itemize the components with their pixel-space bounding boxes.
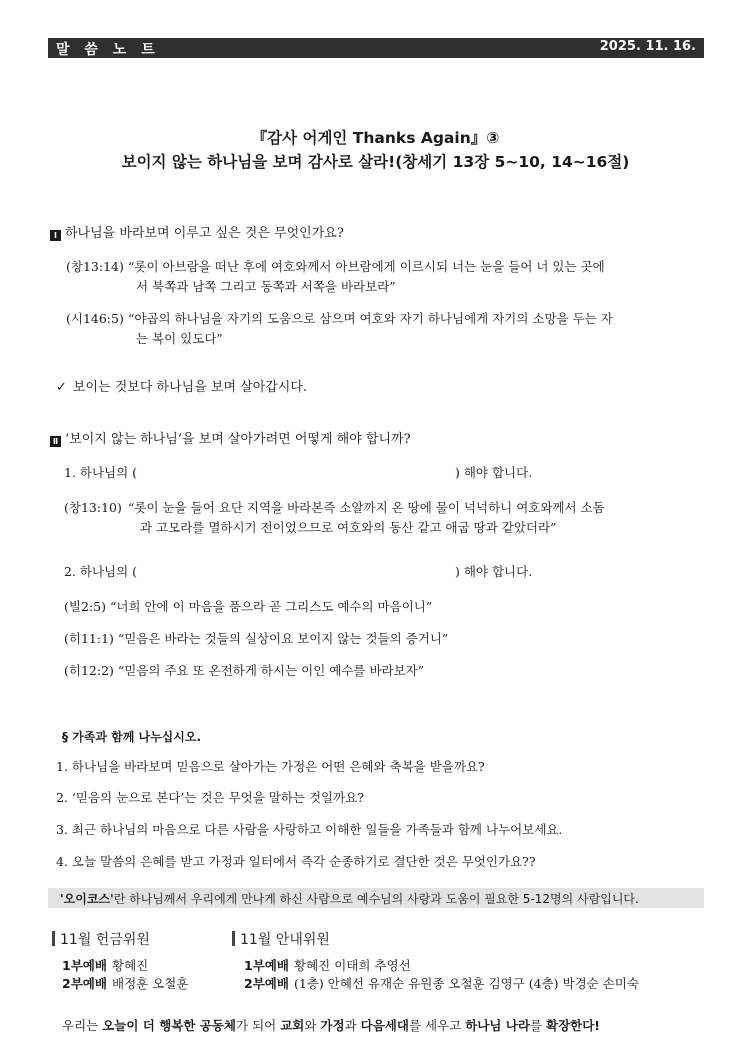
service-label: 1부예배 [244, 958, 289, 973]
vision-text: 과 [344, 1018, 361, 1033]
vision-emphasis: 오늘이 더 행복한 공동체 [102, 1018, 237, 1033]
section1-conclusion-row [56, 376, 307, 395]
offering-row [62, 973, 188, 992]
verse-ref: (빌2:5) [64, 599, 106, 614]
section1-heading: 하나님을 바라보며 이루고 싶은 것은 무엇인가요? [65, 226, 344, 241]
header-title: 말 씀 노 트 [56, 42, 160, 58]
vision-text: 를 [529, 1018, 546, 1033]
roman-numeral-2-icon: Ⅱ [50, 436, 61, 447]
family-question: 4. 오늘 말씀의 은혜를 받고 가정과 일터에서 즉각 순종하기로 결단한 것은 무엇인가요?? [56, 854, 536, 869]
verse-text: 과 고모라를 멸하시기 전이었으므로 여호와의 동산 같고 애굽 땅과 같았더라” [140, 520, 557, 535]
header-bar [48, 38, 704, 58]
verse-line [64, 629, 448, 647]
usher-row [244, 955, 411, 974]
vision-text: 와 [304, 1018, 321, 1033]
vision-emphasis: 교회 [280, 1018, 305, 1033]
verse-ref: (창13:14) [66, 259, 124, 274]
point1-start: 1. 하나님의 ( [64, 465, 138, 480]
oikos-term: '오이코스' [60, 892, 114, 906]
usher-committee-title: 11월 안내위원 [240, 932, 330, 948]
vision-emphasis: 가정 [320, 1018, 345, 1033]
sermon-series: 『감사 어게인 Thanks Again』③ [251, 129, 500, 147]
verse-text: “믿음은 바라는 것들의 실상이요 보이지 않는 것들의 증거니” [117, 631, 449, 646]
vision-text: 가 되어 [236, 1018, 281, 1033]
verse-ref: (히12:2) [64, 663, 114, 678]
header-date: 2025. 11. 16. [599, 39, 696, 54]
section2-heading: ‘보이지 않는 하나님’을 보며 살아가려면 어떻게 해야 합니까? [65, 432, 411, 447]
family-question: 2. ‘믿음의 눈으로 본다’는 것은 무엇을 말하는 것일까요? [56, 790, 364, 805]
verse-text: “롯이 아브람을 떠난 후에 여호와께서 아브람에게 이르시되 너는 눈을 들어 너 있는 곳에 [128, 259, 605, 274]
oikos-banner [48, 888, 704, 908]
vision-text: 우리는 [62, 1018, 103, 1033]
section-bar-icon [232, 931, 235, 946]
service-label: 2부예배 [244, 976, 289, 991]
section1-conclusion: 보이는 것보다 하나님을 보며 살아갑시다. [72, 380, 308, 395]
family-question: 1. 하나님을 바라보며 믿음으로 살아가는 가정은 어떤 은혜와 축복을 받을까요? [56, 759, 485, 774]
point1-end: ) 해야 합니다. [455, 465, 533, 480]
verse-text: “너희 안에 이 마음을 품으라 곧 그리스도 예수의 마음이니” [109, 599, 433, 614]
service-label: 1부예배 [62, 958, 107, 973]
usher-committee-title-row [232, 929, 330, 949]
member-names: 황혜진 이태희 추영선 [294, 958, 411, 973]
vision-text: 를 세우고 [408, 1018, 466, 1033]
oikos-definition: 란 하나님께서 우리에게 만나게 하신 사람으로 예수님의 사랑과 도움이 필요한 5-12명의 사람입니다. [113, 892, 639, 906]
verse-text: 는 복이 있도다” [136, 331, 223, 346]
offering-committee-title-row [52, 929, 150, 949]
vision-emphasis: 다음세대 [360, 1018, 409, 1033]
verse-text: “믿음의 주요 또 온전하게 하시는 이인 예수를 바라보자” [117, 663, 425, 678]
verse-text: 서 북쪽과 남쪽 그리고 동쪽과 서쪽을 바라보라” [136, 279, 396, 294]
verse-line [64, 597, 432, 615]
usher-row [244, 973, 639, 992]
verse-line [64, 661, 424, 679]
verse-text: “롯이 눈을 들어 요단 지역을 바라본즉 소알까지 온 땅에 물이 넉넉하니 여호와께서 소돔 [128, 500, 605, 515]
verse-ref: (히11:1) [64, 631, 114, 646]
vision-emphasis: 확장한다! [546, 1018, 601, 1033]
member-names: 배정훈 오철훈 [112, 976, 189, 991]
service-label: 2부예배 [62, 976, 107, 991]
offering-row [62, 955, 148, 974]
verse-ref: (창13:10) [64, 500, 122, 515]
verse-text: “야곱의 하나님을 자기의 도움으로 삼으며 여호와 자기 하나님에게 자기의 소망을 두는 자 [128, 311, 613, 326]
family-heading: § 가족과 함께 나누십시오. [62, 730, 202, 744]
section2-heading-row [50, 428, 411, 447]
offering-committee-title: 11월 헌금위원 [60, 932, 150, 948]
member-names: 황혜진 [112, 958, 149, 973]
roman-numeral-1-icon: Ⅰ [50, 230, 61, 241]
sermon-title: 보이지 않는 하나님을 보며 감사로 살라!(창세기 13장 5~10, 14~16절) [121, 153, 630, 171]
point2-start: 2. 하나님의 ( [64, 564, 138, 579]
point2-end: ) 해야 합니다. [455, 564, 533, 579]
member-names: (1층) 안혜선 유재순 유원종 오철훈 김영구 (4층) 박경순 손미숙 [294, 976, 639, 991]
section1-heading-row [50, 222, 344, 241]
vision-emphasis: 하나님 나라 [465, 1018, 530, 1033]
vision-statement [62, 1016, 600, 1034]
checkmark-icon: ✓ [56, 380, 67, 395]
verse-ref: (시146:5) [66, 311, 124, 326]
section-bar-icon [52, 931, 55, 946]
family-question: 3. 최근 하나님의 마음으로 다른 사람을 사랑하고 이해한 일들을 가족들과 함께 나누어보세요. [56, 822, 563, 837]
